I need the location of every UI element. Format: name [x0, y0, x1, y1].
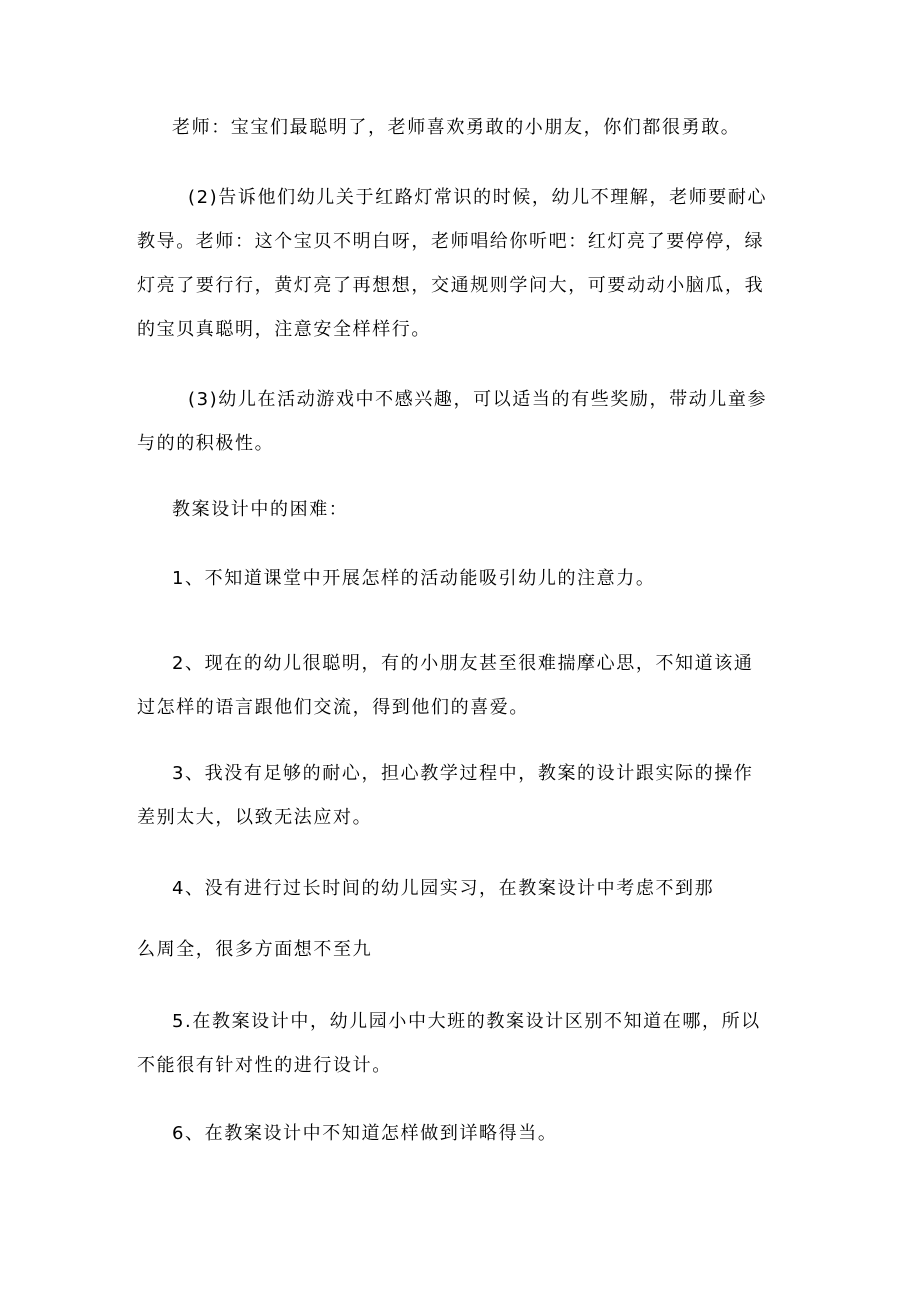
difficulty-item-5	[137, 1000, 777, 1088]
text-line: 2、现在的幼儿很聪明，有的小朋友甚至很难揣摩心思，不知道该通	[172, 653, 754, 674]
paragraph-teacher-praise	[172, 106, 812, 150]
text-line: 4、没有进行过长时间的幼儿园实习，在教案设计中考虑不到那	[172, 878, 715, 899]
difficulty-item-3	[137, 752, 777, 840]
paragraph-rewards	[137, 378, 777, 466]
text-line: 的宝贝真聪明，注意安全样样行。	[137, 319, 431, 340]
difficulty-item-1	[172, 557, 812, 601]
paragraph-traffic-light-song	[137, 176, 777, 352]
text-line: 与的的积极性。	[137, 433, 275, 454]
text-line: 教导。老师：这个宝贝不明白呀，老师唱给你听吧：红灯亮了要停停，绿	[137, 231, 765, 252]
text-line: 差别太大，以致无法应对。	[137, 807, 373, 828]
text-line: 么周全，很多方面想不至九	[137, 939, 373, 960]
text-line: 过怎样的语言跟他们交流，得到他们的喜爱。	[137, 697, 529, 718]
text-line: 教案设计中的困难：	[172, 499, 349, 520]
text-line: 1、不知道课堂中开展怎样的活动能吸引幼儿的注意力。	[172, 568, 656, 589]
difficulty-item-2	[137, 642, 777, 730]
text-line: 老师：宝宝们最聪明了，老师喜欢勇敢的小朋友，你们都很勇敢。	[172, 117, 741, 138]
text-line: (2)告诉他们幼儿关于红路灯常识的时候，幼儿不理解，老师要耐心	[188, 187, 768, 208]
section-heading-difficulties	[172, 488, 812, 532]
text-line: 6、在教案设计中不知道怎样做到详略得当。	[172, 1123, 558, 1144]
difficulty-item-4	[172, 867, 812, 911]
difficulty-item-6	[172, 1112, 812, 1156]
text-line: 灯亮了要行行，黄灯亮了再想想，交通规则学问大，可要动动小脑瓜，我	[137, 275, 765, 296]
text-line: 3、我没有足够的耐心，担心教学过程中，教案的设计跟实际的操作	[172, 763, 754, 784]
text-line: (3)幼儿在活动游戏中不感兴趣，可以适当的有些奖励，带动儿童参	[188, 389, 768, 410]
text-line: 5.在教案设计中，幼儿园小中大班的教案设计区别不知道在哪，所以	[172, 1011, 761, 1032]
text-line: 不能很有针对性的进行设计。	[137, 1055, 392, 1076]
difficulty-item-4-continued	[137, 928, 777, 972]
